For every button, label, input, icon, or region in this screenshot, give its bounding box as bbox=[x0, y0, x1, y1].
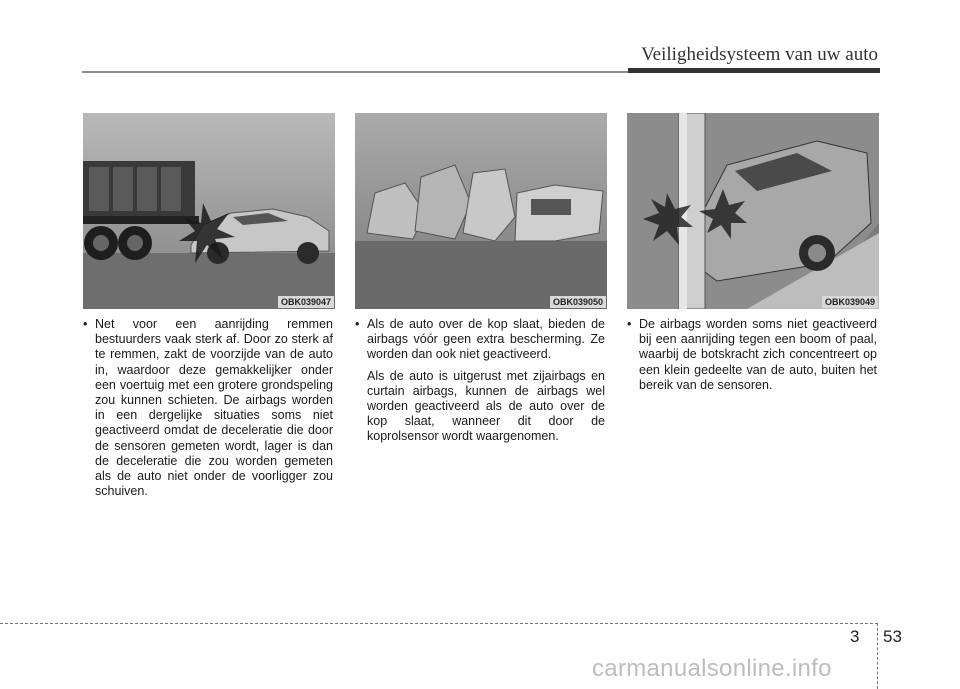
footer-rule bbox=[0, 623, 878, 624]
paragraph-text: Als de auto is uitgerust met zijairbags en curtain airbags, kunnen de airbags wel worden geactiveerd als de auto over de kop slaat, wanneer dit door de koprolsensor wordt waargenomen. bbox=[367, 368, 605, 444]
watermark: carmanualsonline.info bbox=[592, 655, 832, 682]
bullet-paragraph bbox=[627, 317, 877, 393]
figure-code: OBK039047 bbox=[278, 296, 334, 308]
paragraph-text: Net voor een aanrijding remmen bestuurders vaak sterk af. Door zo sterk af te remmen, zakt de voorzijde van de auto in, waardoor deze gemakkelijker onder een voertuig met een grotere grondspeling zou kunnen schieten. De airbags worden in een dergelijke situaties soms niet geactiveerd omdat de deceleratie die door de sensoren gemeten wordt, lager is dan de deceleratie die zou worden gemeten als de auto niet onder de voorligger zou schuiven. bbox=[95, 317, 333, 499]
footer-divider bbox=[877, 623, 878, 689]
underride-illustration bbox=[83, 113, 335, 309]
running-header-title: Veiligheidsysteem van uw auto bbox=[641, 44, 878, 65]
paragraph-text: Als de auto over de kop slaat, bieden de airbags vóór geen extra bescherming. Ze worden dan ook niet geactiveerd. bbox=[367, 317, 605, 362]
chapter-number: 3 bbox=[850, 627, 860, 646]
column-pole-impact bbox=[627, 317, 877, 399]
rollover-illustration bbox=[355, 113, 607, 309]
column-rollover bbox=[355, 317, 605, 445]
figure-rollover bbox=[355, 113, 607, 309]
pole-impact-illustration bbox=[627, 113, 879, 309]
bullet-paragraph bbox=[83, 317, 333, 499]
figure-code: OBK039050 bbox=[550, 296, 606, 308]
page-number: 53 bbox=[883, 627, 902, 646]
bullet-marker: • bbox=[83, 317, 88, 331]
figure-code: OBK039049 bbox=[822, 296, 878, 308]
bullet-marker: • bbox=[627, 317, 632, 331]
column-underride bbox=[83, 317, 333, 505]
bullet-paragraph bbox=[355, 317, 605, 363]
figure-pole-impact bbox=[627, 113, 879, 309]
paragraph-text: De airbags worden soms niet geactiveerd bij een aanrijding tegen een boom of paal, waarbij de botskracht zich concentreert op een klein gedeelte van de auto, buiten het bereik van de sensoren. bbox=[639, 317, 877, 392]
header-rule-accent bbox=[628, 68, 880, 73]
figure-underride bbox=[83, 113, 335, 309]
bullet-marker: • bbox=[355, 317, 360, 331]
